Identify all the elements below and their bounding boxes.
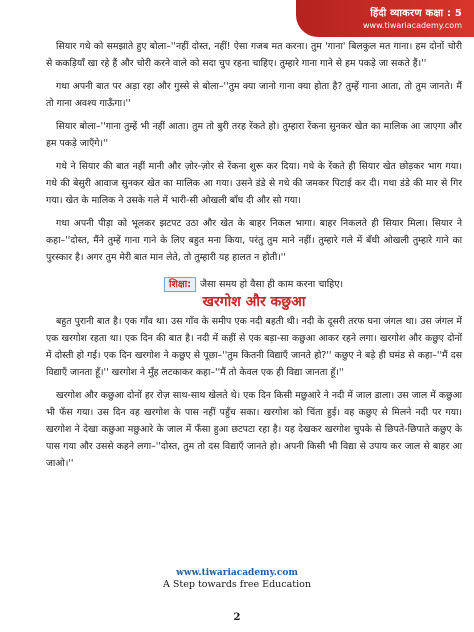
header-title: हिंदी व्याकरण कक्षा : 5 (370, 8, 462, 19)
moral-line (46, 272, 462, 288)
story1-paragraph-3: सियार बोला–''गाना तुम्हें भी नहीं आता। तुम तो बुरी तरह रेंकते हो। तुम्हारा रेंकना सुनकर खेत का मालिक आ जाएगा और हम पकड़े जाएँगे।'' (46, 121, 462, 149)
header-website: www.tiwariacademy.com (363, 21, 462, 30)
moral-text: जैसा समय हो वैसा ही काम करना चाहिए। (200, 279, 344, 290)
footer-tagline: A Step towards free Education (163, 579, 311, 590)
moral-label: शिक्षा: (164, 277, 196, 292)
page-footer (0, 568, 474, 590)
story2-paragraph-2: खरगोश और कछुआ दोनों हर रोज़ साथ-साथ खेलते थे। एक दिन किसी मछुआरे ने नदी में जाल डाला। उस जाल में कछुआ भी फँस गया। उस दिन वह खरगोश के पास नहीं पहुँच सका। खरगोश को चिंता हुई। वह कछुए से मिलने नदी पर गया। खरगोश ने देखा कछुआ मछुआरे के जाल में फँसा हुआ छटपटा रहा है। यह देखकर खरगोश चुपके से छिपते-छिपाते कछुए के पास गया और उससे कहने लगा–''दोस्त, तुम तो दस विद्याएँ जानते हो। अपनी किसी भी विद्या से उपाय कर जाल से बाहर आ जाओ।'' (46, 390, 462, 469)
story2-title: खरगोश और कछुआ (202, 294, 306, 310)
story1-paragraph-2: गधा अपनी बात पर अड़ा रहा और गुस्से से बोला–''तुम क्या जानो गाना क्या होता है? तुम्हें गाना आता, तो तुम जानते। मैं तो गाना अवश्य गाऊँगा।'' (46, 81, 462, 109)
story2-paragraph-1: बहुत पुरानी बात है। एक गाँव था। उस गाँव के समीप एक नदी बहती थी। नदी के दूसरी तरफ घना जंगल था। उस जंगल में एक खरगोश रहता था। एक दिन की बात है। नदी में कहीं से एक बड़ा-सा कछुआ आकर रहने लगा। खरगोश और कछुए दोनों में दोस्ती हो गई। एक दिन खरगोश ने कछुए से पूछा–''तुम कितनी विद्याएँ जानते हो?'' कछुए ने बड़े ही घमंड से कहा–''मैं दस विद्याएँ जानता हूँ।'' खरगोश ने मुँह लटकाकर कहा–''मैं तो केवल एक ही विद्या जानता हूँ।'' (46, 316, 462, 378)
page-number: 2 (233, 612, 241, 623)
page-header (296, 0, 474, 37)
footer-website-link[interactable]: www.tiwariacademy.com (176, 568, 298, 578)
page-content (46, 38, 462, 478)
story1-paragraph-1: सियार गधे को समझाते हुए बोला–''नहीं दोस्त, नहीं! ऐसा गजब मत करना। तुम 'गाना' बिलकुल मत गाना। हम दोनों चोरी से ककड़ियाँ खा रहे हैं और चोरी करने वाले को सदा चुप रहना चाहिए। तुम्हारे गाना गाने से हम पकड़े जा सकते हैं।'' (46, 41, 462, 69)
story1-paragraph-5: गधा अपनी पीड़ा को भूलकर झटपट उठा और खेत के बाहर निकल भागा। बाहर निकलते ही सियार मिला। सियार ने कहा–''दोस्त, मैंने तुम्हें गाना गाने के लिए बहुत मना किया, परंतु तुम माने नहीं। तुम्हारे गले में बँधी ओखली तुम्हारे गाने का पुरस्कार है। अगर तुम मेरी बात मान लेते, तो तुम्हारी यह हालत न होती।'' (46, 218, 462, 263)
story1-paragraph-4: गधे ने सियार की बात नहीं मानी और ज़ोर-ज़ोर से रेंकना शुरू कर दिया। गधे के रेंकते ही सियार खेत छोड़कर भाग गया। गधे की बेसुरी आवाज सुनकर खेत का मालिक आ गया। उसने डंडे से गधे की जमकर पिटाई कर दी। गधा डंडे की मार से गिर गया। खेत के मालिक ने उसके गले में भारी-सी ओखली बाँध दी और सो गया। (46, 161, 462, 206)
